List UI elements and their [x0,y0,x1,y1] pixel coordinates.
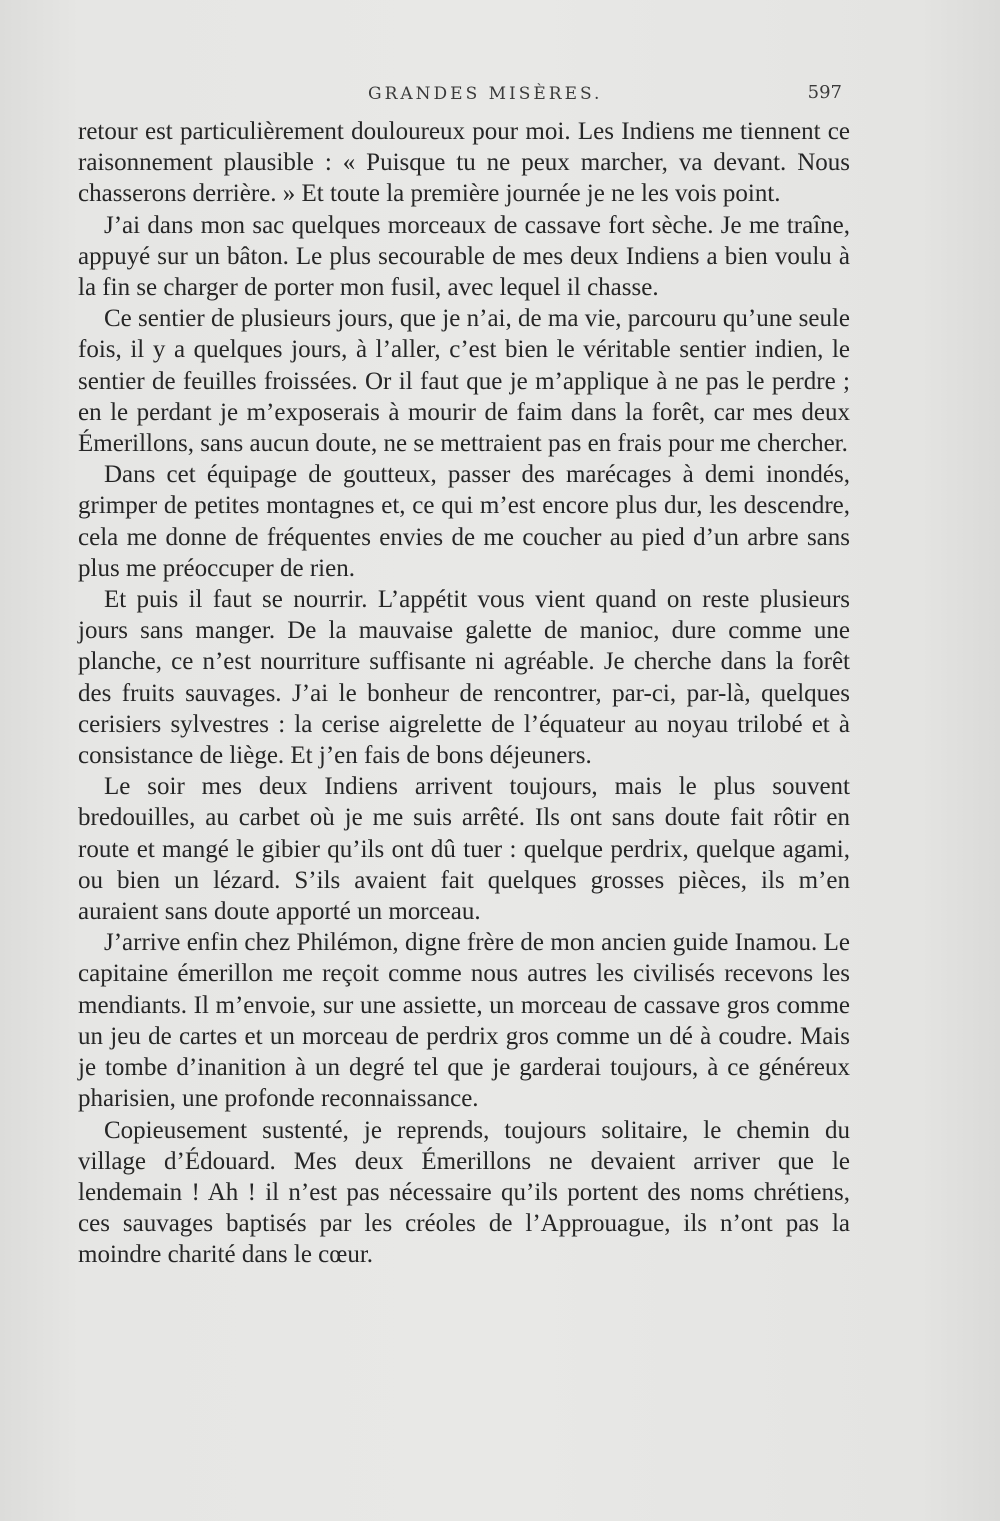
paragraph: Et puis il faut se nourrir. L’appétit vous vient quand on reste plusieurs jours sans manger. De la mauvaise galette de manioc, dure comme une planche, ce n’est nourriture suffisante ni agréable. Je cherche dans la forêt des fruits sauvages. J’ai le bonheur de rencontrer, par-ci, par-là, quelques cerisiers sylvestres : la cerise aigrelette de l’équateur au noyau trilobé et à consistance de liège. Et j’en fais de bons déjeuners. [78,586,850,770]
running-head [78,80,848,110]
paragraph: J’ai dans mon sac quelques morceaux de cassave fort sèche. Je me traîne, appuyé sur un bâton. Le plus secourable de mes deux Indiens a bien voulu à la fin se charger de porter mon fusil, avec lequel il chasse. [78,211,850,302]
paragraph-continued: retour est particulièrement douloureux pour moi. Les Indiens me tiennent ce raisonnement plausible : « Puisque tu ne peux marcher, va devant. Nous chasserons derrière. » Et toute la première journée je ne les vois point. [78,118,850,208]
paragraph: Ce sentier de plusieurs jours, que je n’ai, de ma vie, parcouru qu’une seule fois, il y a quelques jours, à l’aller, c’est bien le véritable sentier indien, le sentier de feuilles froissées. Or il faut que je m’applique à ne pas le perdre ; en le perdant je m’exposerais à mourir de faim dans la forêt, car mes deux Émerillons, sans aucun doute, ne se mettraient pas en frais pour me chercher. [78,305,850,458]
paragraph: Dans cet équipage de goutteux, passer des marécages à demi inondés, grimper de petites montagnes et, ce qui m’est encore plus dur, les descendre, cela me donne de fréquentes envies de me coucher au pied d’un arbre sans plus me préoccuper de rien. [78,461,850,582]
paragraph: Copieusement sustenté, je reprends, toujours solitaire, le chemin du village d’Édouard. Mes deux Émerillons ne devaient arriver que le lendemain ! Ah ! il n’est pas nécessaire qu’ils portent des noms chrétiens, ces sauvages baptisés par les créoles de l’Approuague, ils n’ont pas la moindre charité dans le cœur. [78,1116,850,1269]
running-title: GRANDES MISÈRES. [368,84,603,104]
body-text [78,116,850,1271]
paragraph: Le soir mes deux Indiens arrivent toujours, mais le plus souvent bredouilles, au carbet où je me suis arrêté. Ils ont sans doute fait rôtir en route et mangé le gibier qu’ils ont dû tuer : quelque perdrix, quelque agami, ou bien un lézard. S’ils avaient fait quelques grosses pièces, ils m’en auraient sans doute apporté un morceau. [78,773,850,926]
page-number: 597 [807,82,842,103]
paragraph: J’arrive enfin chez Philémon, digne frère de mon ancien guide Inamou. Le capitaine émerillon me reçoit comme nous autres les civilisés recevons les mendiants. Il m’envoie, sur une assiette, un morceau de cassave gros comme un jeu de cartes et un morceau de perdrix gros comme un dé à coudre. Mais je tombe d’inanition à un degré tel que je garderai toujours, à ce généreux pharisien, une profonde reconnaissance. [78,929,850,1113]
